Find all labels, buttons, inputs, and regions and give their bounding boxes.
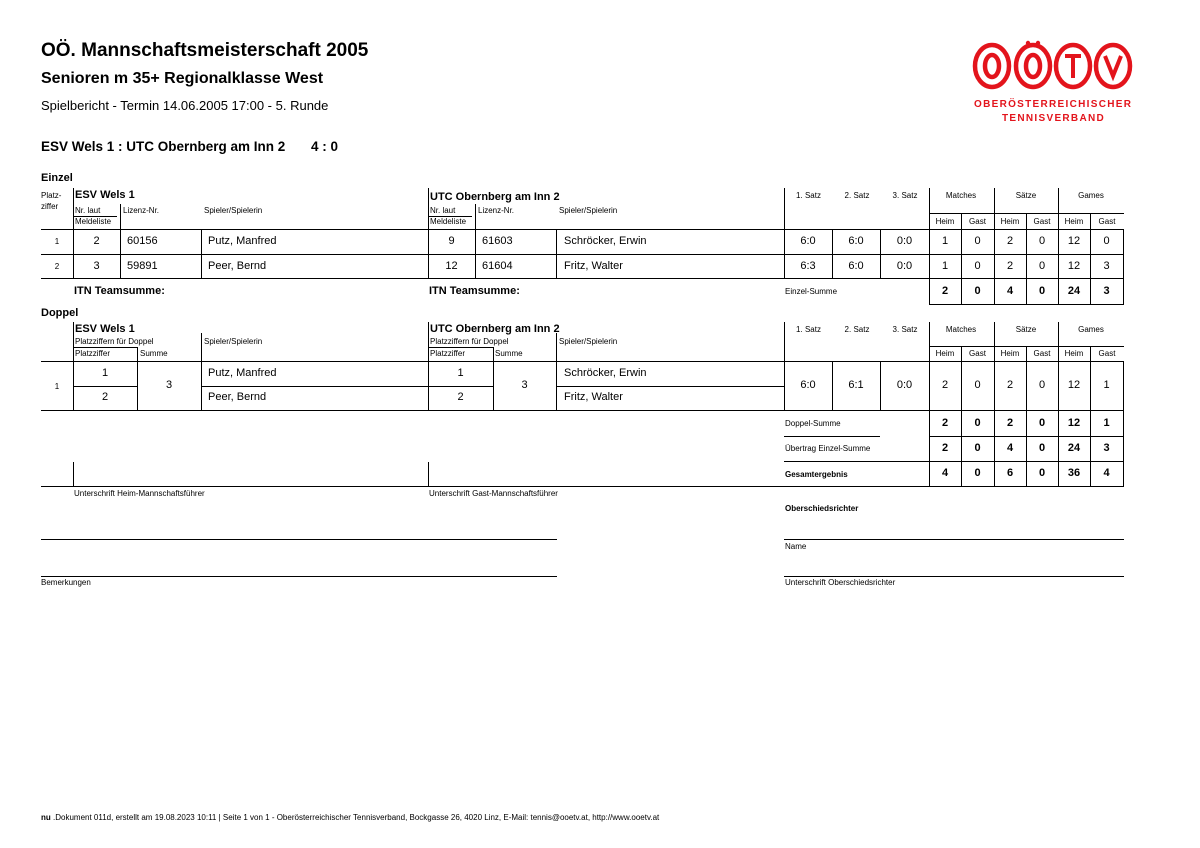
einzel-sum-s-heim: 4 (1006, 285, 1014, 297)
satz1: 6:3 (800, 260, 816, 272)
guest-player: Fritz, Walter (564, 260, 623, 272)
einzel-guest-team: UTC Obernberg am Inn 2 (430, 191, 560, 203)
gast-signature-label: Unterschrift Gast-Mannschaftsführer (429, 489, 558, 498)
gesamt-s-heim: 6 (1006, 467, 1014, 479)
m-gast-label: Gast (969, 217, 986, 226)
logo-text-line1: OBERÖSTERREICHISCHER (974, 99, 1133, 110)
platz: 1 (54, 237, 60, 246)
home-player-1: Putz, Manfred (208, 367, 277, 379)
einzel-sum-m-heim: 2 (941, 285, 949, 297)
match-title: ESV Wels 1 : UTC Obernberg am Inn 2 (41, 139, 286, 154)
uebertrag-g-heim: 24 (1067, 442, 1081, 454)
uebertrag-m-heim: 2 (941, 442, 949, 454)
satz1-label: 1. Satz (796, 191, 821, 200)
m-heim-label: Heim (935, 217, 955, 226)
games-heim: 12 (1067, 379, 1081, 391)
d-games-label: Games (1078, 325, 1104, 334)
footer-text: .Dokument 011d, erstellt am 19.08.2023 10:11 | Seite 1 von 1 - Oberösterreichischer Tennisverband, Bockgasse 26, 4020 Linz, E-Mail: tennis@ooetv.at, http://www.ooetv.at (53, 813, 660, 822)
einzel-home-team: ESV Wels 1 (75, 189, 135, 201)
gesamt-g-heim: 36 (1067, 467, 1081, 479)
doppel-sum-s-heim: 2 (1006, 417, 1014, 429)
d-satz1-label: 1. Satz (796, 325, 821, 334)
g-pz-label: Platzziffern für Doppel (430, 337, 509, 346)
guest-player-2: Fritz, Walter (564, 391, 623, 403)
h-platzziffer-label: Platzziffer (75, 349, 110, 358)
einzel-sum-g-heim: 24 (1067, 285, 1081, 297)
satz2: 6:0 (848, 235, 864, 247)
h-lizenz-label: Lizenz-Nr. (123, 206, 160, 215)
home-player: Putz, Manfred (208, 235, 277, 247)
matches-gast: 0 (974, 379, 981, 391)
satz2: 6:0 (848, 260, 864, 272)
einzel-section-title: Einzel (41, 172, 73, 184)
guest-lizenz: 61604 (482, 260, 513, 272)
games-gast: 1 (1103, 379, 1110, 391)
league-subtitle: Senioren m 35+ Regionalklasse West (41, 70, 324, 87)
satz3: 0:0 (896, 235, 913, 247)
satz1: 6:0 (800, 235, 816, 247)
doppel-home-team: ESV Wels 1 (75, 323, 135, 335)
saetze-gast: 0 (1038, 379, 1046, 391)
doppel-guest-team: UTC Obernberg am Inn 2 (430, 323, 560, 335)
einzel-sum-m-gast: 0 (974, 285, 981, 297)
home-player-2: Peer, Bernd (208, 391, 267, 403)
heim-signature-label: Unterschrift Heim-Mannschaftsführer (74, 489, 205, 498)
s-gast-label: Gast (1033, 217, 1051, 226)
home-nr: 2 (93, 235, 100, 247)
doppel-sum-s-gast: 0 (1038, 417, 1046, 429)
h-nr-label-2: Meldeliste (75, 217, 112, 226)
doppel-sum-m-gast: 0 (974, 417, 981, 429)
platz: 1 (54, 382, 60, 391)
footer-prefix: nu (41, 813, 51, 822)
guest-player: Schröcker, Erwin (564, 235, 647, 247)
bemerkungen-label: Bemerkungen (41, 578, 91, 587)
satz3: 0:0 (896, 260, 913, 272)
home-sum: 3 (165, 379, 173, 391)
doppel-sum-label: Doppel-Summe (785, 419, 841, 428)
d-satz2-label: 2. Satz (844, 325, 870, 334)
page-title: OÖ. Mannschaftsmeisterschaft 2005 (41, 40, 369, 61)
g-nr-label: Nr. laut (430, 206, 456, 215)
games-label: Games (1078, 191, 1104, 200)
guest-sum: 3 (521, 379, 528, 391)
uebertrag-s-gast: 0 (1038, 442, 1046, 454)
uebertrag-g-gast: 3 (1103, 442, 1110, 454)
guest-lizenz: 61603 (482, 235, 513, 247)
h-spieler-label: Spieler/Spielerin (204, 206, 263, 215)
d-satz3-label: 3. Satz (892, 325, 918, 334)
guest-pz1: 1 (457, 367, 464, 379)
name-label: Name (785, 542, 807, 551)
home-itn-label: ITN Teamsumme: (74, 285, 165, 297)
saetze-label: Sätze (1015, 191, 1037, 200)
guest-player-1: Schröcker, Erwin (564, 367, 647, 379)
g-nr-label-2: Meldeliste (430, 217, 467, 226)
matches-heim: 1 (941, 260, 949, 272)
platz-label: Platz- (41, 191, 62, 200)
gesamt-g-gast: 4 (1103, 467, 1110, 479)
footer (41, 813, 659, 822)
saetze-heim: 2 (1006, 260, 1014, 272)
satz3: 0:0 (896, 379, 913, 391)
logo-text-line2: TENNISVERBAND (1002, 113, 1106, 124)
doppel-section-title: Doppel (41, 307, 79, 319)
doppel-sum-g-heim: 12 (1067, 417, 1081, 429)
einzel-sum-s-gast: 0 (1038, 285, 1046, 297)
ootv-logo-mark (972, 40, 1134, 96)
h-pz-label: Platzziffern für Doppel (75, 337, 154, 346)
saetze-heim: 2 (1006, 379, 1014, 391)
satz1: 6:0 (800, 379, 816, 391)
report-info: Spielbericht - Termin 14.06.2005 17:00 - 5. Runde (41, 98, 329, 113)
oberschiedsrichter-label: Oberschiedsrichter (785, 504, 859, 513)
games-gast: 3 (1103, 260, 1110, 272)
g-heim-label: Heim (1064, 217, 1084, 226)
satz2-label: 2. Satz (844, 191, 870, 200)
matches-heim: 2 (941, 379, 949, 391)
d-matches-label: Matches (945, 325, 977, 334)
d-s-gast-label: Gast (1033, 349, 1051, 358)
saetze-gast: 0 (1038, 260, 1046, 272)
gesamt-s-gast: 0 (1038, 467, 1046, 479)
matches-gast: 0 (974, 235, 981, 247)
home-lizenz: 60156 (127, 235, 158, 247)
gesamt-m-heim: 4 (941, 467, 949, 479)
saetze-heim: 2 (1006, 235, 1014, 247)
doppel-sum-m-heim: 2 (941, 417, 949, 429)
guest-nr: 12 (445, 260, 458, 272)
h-summe-label: Summe (140, 349, 168, 358)
g-spieler-label: Spieler/Spielerin (559, 206, 618, 215)
platz-label-2: ziffer (41, 202, 59, 211)
matches-heim: 1 (941, 235, 949, 247)
uebertrag-label: Übertrag Einzel-Summe (785, 444, 871, 453)
home-pz1: 1 (101, 367, 109, 379)
h-nr-label: Nr. laut (75, 206, 101, 215)
g-platzziffer-label: Platzziffer (430, 349, 465, 358)
uebertrag-s-heim: 4 (1006, 442, 1014, 454)
home-nr: 3 (93, 260, 100, 272)
d-s-heim-label: Heim (1000, 349, 1020, 358)
d-saetze-label: Sätze (1015, 325, 1037, 334)
oberschiedsrichter-signature-label: Unterschrift Oberschiedsrichter (785, 578, 896, 587)
einzel-sum-g-gast: 3 (1103, 285, 1110, 297)
doppel-sum-g-gast: 1 (1103, 417, 1110, 429)
g-d-spieler-label: Spieler/Spielerin (559, 337, 618, 346)
matches-gast: 0 (974, 260, 981, 272)
guest-nr: 9 (448, 235, 455, 247)
games-heim: 12 (1067, 235, 1081, 247)
d-m-heim-label: Heim (935, 349, 955, 358)
ootv-logo (972, 40, 1134, 126)
gesamt-m-gast: 0 (974, 467, 981, 479)
games-gast: 0 (1103, 235, 1110, 247)
gesamt-label: Gesamtergebnis (785, 470, 848, 479)
satz2: 6:1 (848, 379, 864, 391)
satz3-label: 3. Satz (892, 191, 918, 200)
einzel-sum-label: Einzel-Summe (785, 287, 838, 296)
uebertrag-m-gast: 0 (974, 442, 981, 454)
home-pz2: 2 (101, 391, 109, 403)
guest-itn-label: ITN Teamsumme: (429, 285, 520, 297)
d-m-gast-label: Gast (969, 349, 986, 358)
g-lizenz-label: Lizenz-Nr. (478, 206, 515, 215)
home-lizenz: 59891 (127, 260, 158, 272)
g-gast-label: Gast (1098, 217, 1116, 226)
home-player: Peer, Bernd (208, 260, 267, 272)
games-heim: 12 (1067, 260, 1081, 272)
h-d-spieler-label: Spieler/Spielerin (204, 337, 263, 346)
d-g-heim-label: Heim (1064, 349, 1084, 358)
guest-pz2: 2 (457, 391, 464, 403)
platz: 2 (54, 262, 60, 271)
s-heim-label: Heim (1000, 217, 1020, 226)
matches-label: Matches (945, 191, 977, 200)
match-result: 4 : 0 (311, 139, 339, 154)
saetze-gast: 0 (1038, 235, 1046, 247)
d-g-gast-label: Gast (1098, 349, 1116, 358)
g-summe-label: Summe (495, 349, 523, 358)
